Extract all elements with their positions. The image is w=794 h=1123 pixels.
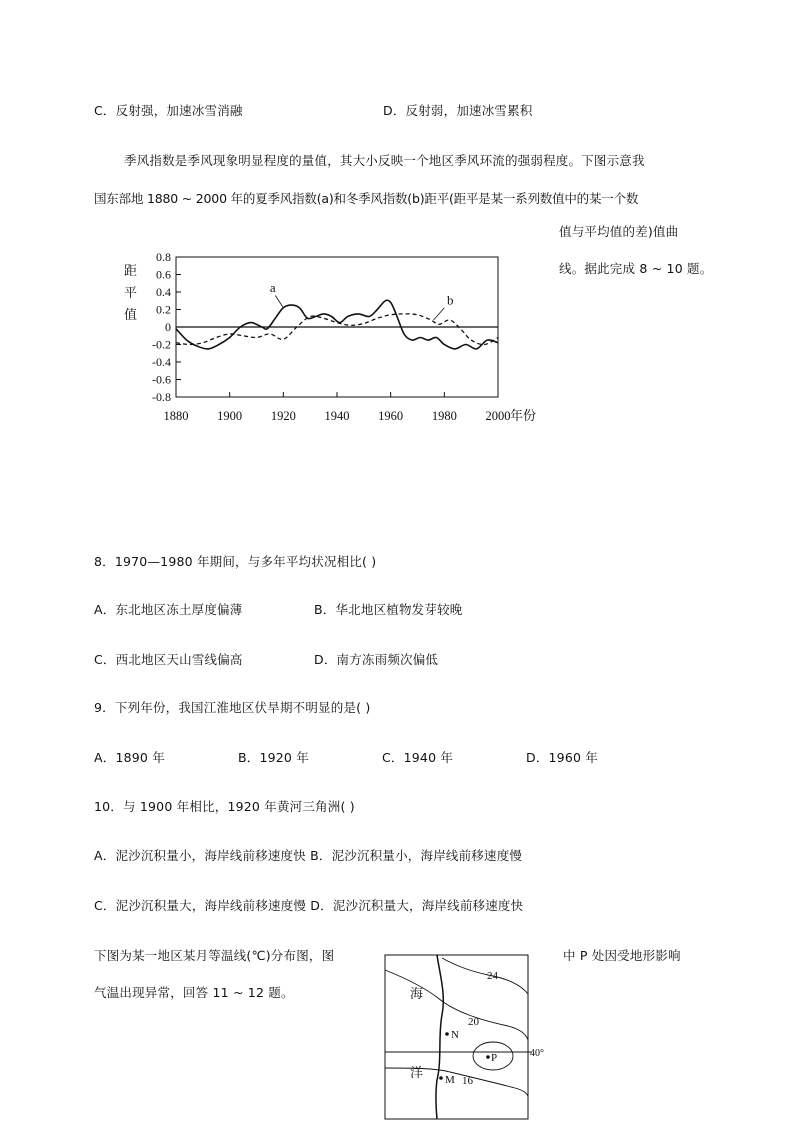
x-tick-label: 1880 (163, 409, 189, 423)
x-tick-label: 2000 (485, 409, 511, 423)
isotherm-16 (385, 1068, 528, 1096)
point-p-marker (486, 1055, 490, 1059)
point-p-label: P (491, 1052, 498, 1064)
intro2-line-1b: 中 P 处因受地形影响 (563, 948, 681, 963)
y-tick-label: 0.2 (156, 302, 171, 317)
y-axis-label-char: 距 (124, 264, 138, 279)
q9-option-c: C．1940 年 (382, 750, 454, 765)
x-tick-label: 1940 (324, 409, 350, 423)
y-tick-label: 0.8 (156, 250, 171, 264)
intro-line-1: 季风指数是季风现象明显程度的量值，其大小反映一个地区季风环流的强弱程度。下图示意我 (124, 153, 645, 168)
annotation-leader-b (434, 308, 445, 320)
point-n-marker (445, 1032, 449, 1036)
intro2-line-1a: 下图为某一地区某月等温线(℃)分布图，图 (94, 948, 335, 963)
q10-options-ab: A．泥沙沉积量小，海岸线前移速度快 B．泥沙沉积量小，海岸线前移速度慢 (94, 848, 523, 863)
q9-stem: 9．下列年份，我国江淮地区伏旱期不明显的是( ) (94, 700, 371, 715)
series-line-b (176, 314, 498, 345)
y-axis-label-char: 值 (124, 308, 138, 323)
isotherm-label-24: 24 (487, 970, 498, 982)
annotation-a: a (269, 280, 276, 295)
y-axis-label-char: 平 (124, 286, 138, 301)
x-tick-label: 1980 (431, 409, 457, 423)
annotation-b: b (447, 292, 454, 308)
q10-options-cd: C．泥沙沉积量大，海岸线前移速度慢 D．泥沙沉积量大，海岸线前移速度快 (94, 898, 524, 913)
intro-line-4: 线。据此完成 8 ~ 10 题。 (559, 261, 713, 276)
y-tick-label: 0.4 (156, 285, 171, 299)
coastline (436, 955, 443, 1119)
q9-option-a: A．1890 年 (94, 750, 165, 765)
isotherm-map (380, 950, 550, 1120)
q7-option-d: D．反射弱，加速冰雪累积 (383, 103, 533, 118)
isotherm-label-20: 20 (468, 1016, 479, 1028)
y-tick-label: -0.2 (152, 337, 171, 352)
q9-option-d: D．1960 年 (526, 750, 599, 765)
point-m-marker (439, 1076, 443, 1080)
map-label-sea2: 洋 (410, 1066, 424, 1081)
q8-option-a: A．东北地区冻土厚度偏薄 (94, 602, 243, 617)
y-tick-label: 0 (165, 320, 171, 334)
monsoon-index-chart (110, 245, 550, 435)
x-tick-label: 1920 (270, 409, 296, 423)
series-line-a (176, 300, 498, 349)
y-tick-label: -0.8 (152, 390, 171, 404)
isotherm-24 (442, 958, 528, 994)
q9-option-b: B．1920 年 (238, 750, 309, 765)
q8-option-b: B．华北地区植物发芽较晚 (314, 602, 463, 617)
y-tick-label: 0.6 (156, 267, 171, 282)
q8-option-c: C．西北地区天山雪线偏高 (94, 652, 243, 667)
y-tick-label: -0.4 (152, 355, 171, 369)
intro2-line-2: 气温出现异常，回答 11 ~ 12 题。 (94, 985, 294, 1000)
x-axis-label: 年份 (510, 409, 537, 424)
annotation-leader-a (275, 296, 283, 308)
point-n-label: N (451, 1029, 459, 1041)
point-m-label: M (445, 1074, 455, 1086)
intro-line-2: 国东部地 1880 ~ 2000 年的夏季风指数(a)和冬季风指数(b)距平(距平是某一系列数值中的某一个数 (94, 191, 639, 206)
x-tick-label: 1960 (378, 409, 404, 423)
q7-option-c: C．反射强，加速冰雪消融 (94, 103, 243, 118)
x-tick-label: 1900 (217, 409, 243, 423)
latitude-label: 40° (530, 1048, 544, 1059)
q8-option-d: D．南方冻雨频次偏低 (314, 652, 439, 667)
q10-stem: 10．与 1900 年相比，1920 年黄河三角洲( ) (94, 799, 355, 814)
q8-stem: 8．1970—1980 年期间，与多年平均状况相比( ) (94, 554, 377, 569)
intro-line-3: 值与平均值的差)值曲 (559, 224, 679, 239)
isotherm-label-16: 16 (462, 1075, 473, 1087)
map-label-sea1: 海 (410, 987, 424, 1002)
y-tick-label: -0.6 (152, 372, 171, 387)
